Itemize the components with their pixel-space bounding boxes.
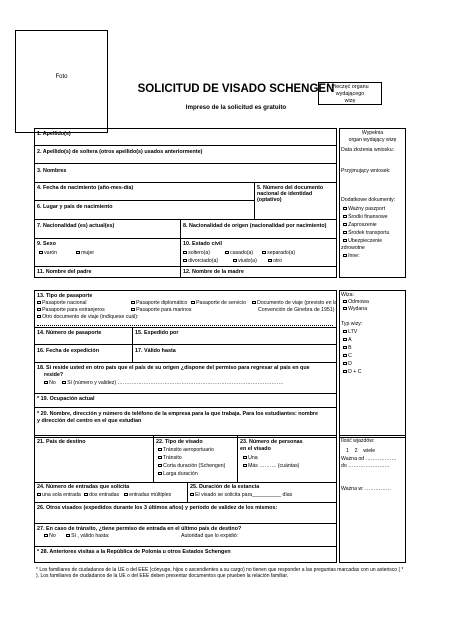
pasaporte-nacional[interactable]: Pasaporte nacional (37, 300, 87, 306)
checkbox-icon (343, 223, 347, 227)
estado-soltero[interactable]: soltero(a) (183, 250, 210, 256)
side1-fondos: Środki finansowe (343, 214, 388, 221)
visado-larga[interactable]: Larga duración (158, 471, 198, 477)
field-apellidos[interactable]: 1. Apellido(s) (37, 131, 71, 137)
pasaporte-extranjeros[interactable]: Pasaporte para extranjeros (37, 307, 105, 313)
field-transito-permiso: 27. En caso de tránsito, ¿tiene permiso de entrada en el último país de destino? (37, 526, 242, 532)
side2-d: D (343, 361, 352, 368)
field-apellidos-soltera[interactable]: 2. Apellido(s) de soltera (otros apellido(s) usados anteriormente) (37, 149, 203, 155)
checkbox-icon (343, 254, 347, 258)
field-empresa-2: y dirección del centro en el que estudian (37, 418, 142, 424)
entrada-dos[interactable]: dos entradas (84, 492, 119, 498)
checkbox-icon (190, 493, 194, 497)
field-nombre-madre[interactable]: 12. Nombre de la madre (183, 269, 244, 275)
field-otros-visados[interactable]: 26. Otros visados (expedidos durante los 3 últimos años) y período de validez de los mismos: (37, 505, 278, 511)
side1-invitacion: Zaproszenie (343, 222, 377, 229)
stamp-label: Pieczęć organu wydającego wizę (331, 84, 369, 104)
personas-una[interactable]: Una (243, 455, 258, 461)
side3-do: do …………………… (341, 463, 390, 469)
estado-viudo[interactable]: viudo(a) (233, 258, 257, 264)
field-num-personas: 23. Número de personas (240, 439, 303, 445)
field-num-personas-2: en el visado (240, 446, 271, 452)
side2-a: A (343, 337, 352, 344)
checkbox-icon (343, 307, 347, 311)
field-visitas-anteriores[interactable]: * 28. Anteriores visitas a la República de Polonia u otros Estados Schengen (37, 549, 231, 555)
checkbox-icon (343, 362, 347, 366)
checkbox-icon (62, 381, 66, 385)
checkbox-icon (124, 493, 128, 497)
permiso-si[interactable]: Sí (número y validez) …………………………………………………………………………………… (62, 380, 284, 386)
field-fecha-expedicion[interactable]: 16. Fecha de expedición (37, 348, 100, 354)
checkbox-icon (243, 464, 247, 468)
side1-fecha: Data złożenia wniosku: (341, 147, 395, 153)
field-tipo-pasaporte: 13. Tipo de pasaporte (37, 293, 93, 299)
checkbox-icon (343, 215, 347, 219)
documento-viaje-2: Convención de Ginebra de 1951) (258, 307, 335, 313)
side1-documentos: Dodatkowe dokumenty: (341, 197, 396, 203)
checkbox-icon (44, 381, 48, 385)
duracion-dias[interactable]: El visado se solicita para__________ días (190, 492, 292, 498)
field-estado-civil: 10. Estado civil (183, 241, 222, 247)
footnote: * Los familiares de ciudadanos de la UE o del EEE (cónyuge, hijos o ascendientes a su cargo) no tienen que responder a las preguntas marcadas con un asterisco ( * ). Los familiares de ciudadanos de la UE o del EEE deben presentar documentos que prueben la relación familiar. (36, 567, 404, 580)
field-permiso-regreso-2: reside? (44, 372, 64, 378)
side2-odmowa: Odmowa (343, 299, 369, 306)
otro-documento[interactable]: Otro documento de viaje (indíquese cuál): (37, 314, 138, 320)
side1-header-2: organ wydający wizę (348, 137, 397, 143)
field-pais-destino[interactable]: 21. País de destino (37, 439, 86, 445)
transito-autoridad: Autoridad que lo expidió: (181, 533, 239, 539)
checkbox-icon (262, 251, 266, 255)
checkbox-icon (158, 464, 162, 468)
estado-separado[interactable]: separado(a) (262, 250, 295, 256)
checkbox-icon (39, 251, 43, 255)
field-empresa[interactable]: * 20. Nombre, dirección y número de teléfono de la empresa para la que trabaja. Para los estudiantes: nombre (37, 411, 319, 417)
checkbox-icon (191, 301, 195, 305)
field-numero-pasaporte[interactable]: 14. Número de pasaporte (37, 330, 102, 336)
documento-viaje[interactable]: Documento de viaje (previsto en la (252, 300, 337, 306)
checkbox-icon (225, 251, 229, 255)
field-nombres[interactable]: 3. Nombres (37, 168, 67, 174)
checkbox-icon (252, 301, 256, 305)
checkbox-icon (37, 315, 41, 319)
pasaporte-diplomatico[interactable]: Pasaporte diplomático (131, 300, 187, 306)
checkbox-icon (343, 346, 347, 350)
side2-typ: Typ wizy: (341, 321, 363, 327)
field-nacionalidad-origen[interactable]: 8. Nacionalidad de origen (nacionalidad por nacimiento) (183, 223, 327, 229)
field-valido-hasta[interactable]: 17. Válido hasta (135, 348, 176, 354)
field-tipo-visado: 22. Tipo de visado (156, 439, 203, 445)
checkbox-icon (343, 370, 347, 374)
transito-si[interactable]: Sí , válido hasta: (66, 533, 109, 539)
checkbox-icon (131, 301, 135, 305)
block-travel (34, 435, 337, 563)
visado-corta[interactable]: Corta duración (Schengen) (158, 463, 225, 469)
checkbox-icon (343, 231, 347, 235)
side3-wazna-od: Ważna od ……………… (341, 456, 397, 462)
photo-label: Foto (55, 74, 68, 80)
checkbox-icon (233, 259, 237, 263)
entrada-multiples[interactable]: entradas múltiples (124, 492, 171, 498)
side1-receptor: Przyjmujący wniosek: (341, 168, 391, 174)
checkbox-icon (343, 338, 347, 342)
field-ocupacion[interactable]: * 19. Ocupación actual (37, 396, 95, 402)
checkbox-icon (37, 301, 41, 305)
side2-c: C (343, 353, 352, 360)
side1-otros: Inne: (343, 253, 360, 260)
field-fecha-nacimiento[interactable]: 4. Fecha de nacimiento (año-mes-día) (37, 185, 134, 191)
checkbox-icon (343, 330, 347, 334)
field-nombre-padre[interactable]: 11. Nombre del padre (37, 269, 92, 275)
side1-seguro-2: zdrowotne (341, 245, 365, 251)
field-lugar-nacimiento[interactable]: 6. Lugar y país de nacimiento (37, 204, 113, 210)
form-subtitle: Impreso de la solicitud es gratuito (185, 104, 287, 111)
field-sexo: 9. Sexo (37, 241, 56, 247)
checkbox-icon (66, 534, 70, 538)
checkbox-icon (37, 493, 41, 497)
sexo-varon[interactable]: varón (39, 250, 57, 256)
checkbox-icon (243, 456, 247, 460)
checkbox-icon (44, 534, 48, 538)
transito-no[interactable]: No (44, 533, 56, 539)
checkbox-icon (343, 207, 347, 211)
checkbox-icon (343, 354, 347, 358)
field-numero-entradas: 24. Número de entradas que solicita (37, 484, 130, 490)
checkbox-icon (343, 300, 347, 304)
field-expedido-por[interactable]: 15. Expedido por (135, 330, 179, 336)
photo-box (15, 30, 108, 133)
pasaporte-marinos[interactable]: Pasaporte para marinos (131, 307, 191, 313)
side1-header-1: Wypełnia (361, 130, 384, 136)
checkbox-icon (37, 308, 41, 312)
side1-seguro: Ubezpieczenie (343, 238, 382, 245)
checkbox-icon (268, 259, 272, 263)
visado-transito[interactable]: Tránsito (158, 455, 182, 461)
side3-opciones: 1 2 wiele (346, 448, 376, 454)
side2-ltv: LTV (343, 329, 357, 336)
field-nacionalidad-actual[interactable]: 7. Nacionalidad (es) actual(es) (37, 223, 115, 229)
side2-dc: D + C (343, 369, 362, 376)
estado-casado[interactable]: casado(a) (225, 250, 253, 256)
checkbox-icon (131, 308, 135, 312)
checkbox-icon (84, 493, 88, 497)
side1-transporte: Środek transportu (343, 230, 389, 237)
field-documento-identidad[interactable]: 5. Número del documento nacional de identidad (optativo) (257, 185, 324, 204)
visado-aeroportuario[interactable]: Tránsito aeroportuario (158, 447, 214, 453)
entrada-una[interactable]: una sola entrada (37, 492, 81, 498)
checkbox-icon (343, 239, 347, 243)
checkbox-icon (76, 251, 80, 255)
personas-mas[interactable]: Más ………. (cuántas) (243, 463, 299, 469)
side2-b: B (343, 345, 352, 352)
estado-divorciado[interactable]: divorciado(a) (183, 258, 218, 264)
checkbox-icon (183, 259, 187, 263)
side1-pasaporte: Ważny paszport (343, 206, 385, 213)
sexo-mujer[interactable]: mujer (76, 250, 94, 256)
estado-otro[interactable]: otro (268, 258, 282, 264)
checkbox-icon (158, 448, 162, 452)
pasaporte-servicio[interactable]: Pasaporte de servicio (191, 300, 246, 306)
side2-wydana: Wydana (343, 306, 367, 313)
side3-wazna-w: Ważna w: …………… (341, 486, 391, 492)
field-permiso-regreso: 18. Si reside usted en otro país que el país de su origen ¿dispone del permiso para regresar al país en que (37, 365, 310, 371)
checkbox-icon (183, 251, 187, 255)
side2-wiza: Wiza: (341, 292, 354, 298)
permiso-no[interactable]: No (44, 380, 56, 386)
form-title: SOLICITUD DE VISADO SCHENGEN (137, 83, 335, 95)
checkbox-icon (158, 456, 162, 460)
checkbox-icon (158, 472, 162, 476)
field-duracion-estancia: 25. Duración de la estancia (190, 484, 260, 490)
side3-ilosc: Ilość wjazdów: (341, 438, 375, 444)
